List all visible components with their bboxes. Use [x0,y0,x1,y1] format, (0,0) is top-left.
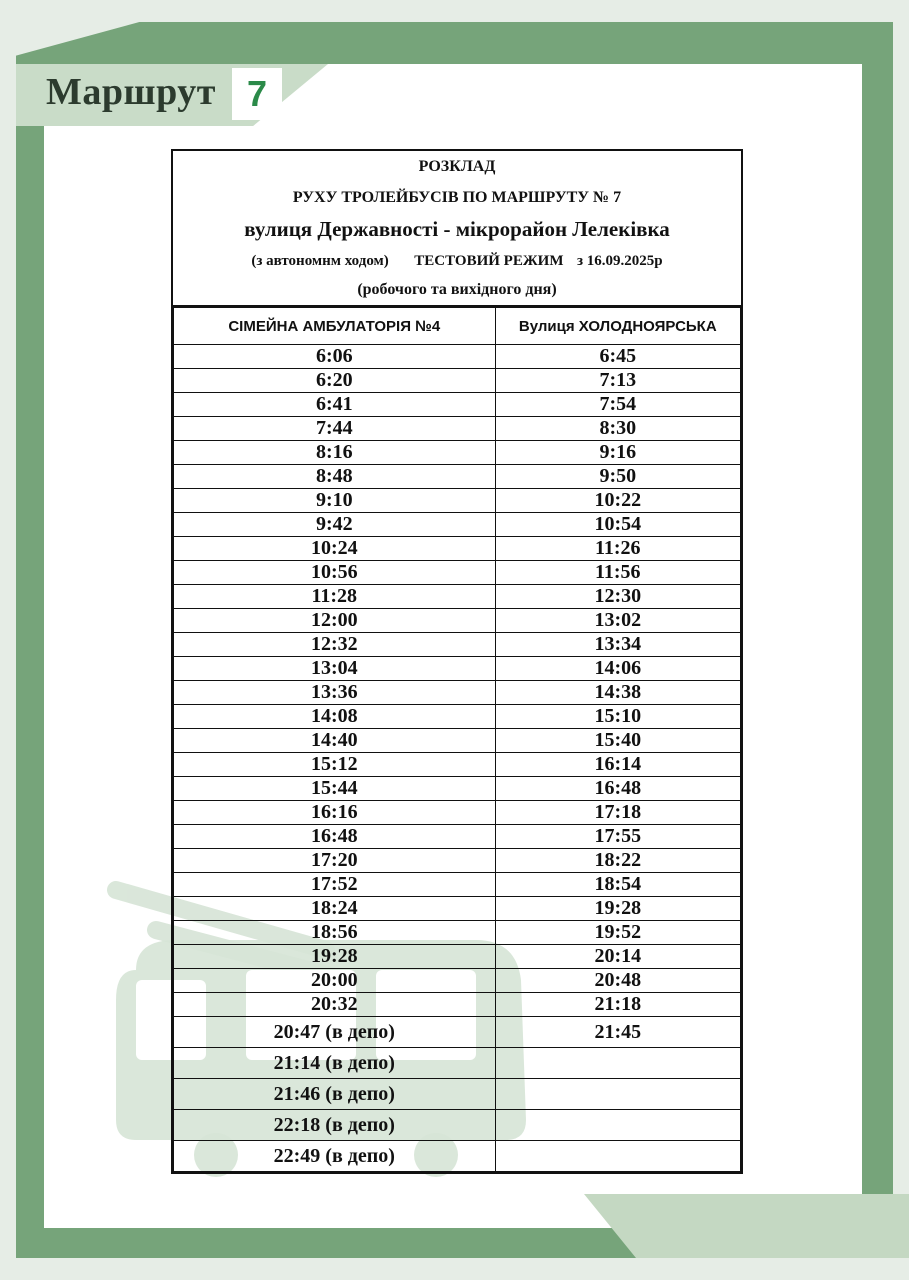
departure-time-stop-2: 11:26 [495,537,740,561]
departure-time-stop-2: 15:40 [495,729,740,753]
timetable-header-row [174,308,741,345]
departure-time-stop-1: 19:28 [174,945,496,969]
route-name: вулиця Державності - мікрорайон Лелеківка [244,217,670,241]
table-row [174,873,741,897]
departure-time-stop-1: 21:46 (в депо) [174,1079,496,1110]
route-number-badge: 7 [232,68,282,120]
table-row [174,921,741,945]
table-row [174,345,741,369]
departure-time-stop-2: 10:22 [495,489,740,513]
schedule-subheading: РУХУ ТРОЛЕЙБУСІВ ПО МАРШРУТУ № 7 [292,189,622,206]
table-row [174,825,741,849]
column-header-stop-1: СІМЕЙНА АМБУЛАТОРІЯ №4 [174,308,496,345]
table-row [174,561,741,585]
departure-time-stop-2: 14:38 [495,681,740,705]
schedule-header [173,151,741,307]
departure-time-stop-2: 7:13 [495,369,740,393]
table-row [174,393,741,417]
column-header-stop-2: Вулиця ХОЛОДНОЯРСЬКА [495,308,740,345]
departure-time-stop-1: 13:36 [174,681,496,705]
departure-time-stop-2: 16:14 [495,753,740,777]
page-title: Маршрут [46,71,216,113]
departure-time-stop-1: 20:32 [174,993,496,1017]
departure-time-stop-2: 13:02 [495,609,740,633]
table-row [174,897,741,921]
departure-time-stop-2: 20:48 [495,969,740,993]
departure-time-stop-1: 10:24 [174,537,496,561]
mode-note: (з автономнм ходом) [251,253,389,269]
departure-time-stop-1: 8:16 [174,441,496,465]
departure-time-stop-1: 6:06 [174,345,496,369]
table-row [174,369,741,393]
corner-decoration-top-left [0,0,220,60]
departure-time-stop-1: 18:24 [174,897,496,921]
departure-time-stop-2: 12:30 [495,585,740,609]
departure-time-stop-2: 17:18 [495,801,740,825]
departure-time-stop-2: 20:14 [495,945,740,969]
departure-time-stop-2: 21:18 [495,993,740,1017]
departure-time-stop-2: 19:28 [495,897,740,921]
departure-time-stop-1: 13:04 [174,657,496,681]
table-row [174,729,741,753]
departure-time-stop-2: 18:22 [495,849,740,873]
departure-time-stop-1: 17:20 [174,849,496,873]
table-row [174,969,741,993]
table-row [174,801,741,825]
departure-time-stop-1: 7:44 [174,417,496,441]
departure-time-stop-2: 9:50 [495,465,740,489]
departure-time-stop-2: 14:06 [495,657,740,681]
table-row [174,777,741,801]
departure-time-stop-2 [495,1141,740,1172]
departure-time-stop-1: 20:47 (в депо) [174,1017,496,1048]
departure-time-stop-2: 7:54 [495,393,740,417]
departure-time-stop-1: 12:00 [174,609,496,633]
table-row [174,633,741,657]
departure-time-stop-2 [495,1048,740,1079]
test-mode-label: ТЕСТОВИЙ РЕЖИМ [414,253,564,269]
departure-time-stop-1: 20:00 [174,969,496,993]
schedule-heading: РОЗКЛАД [418,158,496,175]
departure-time-stop-2: 18:54 [495,873,740,897]
departure-time-stop-2: 9:16 [495,441,740,465]
table-row [174,1079,741,1110]
table-row [174,945,741,969]
departure-time-stop-1: 14:08 [174,705,496,729]
departure-time-stop-2: 21:45 [495,1017,740,1048]
departure-time-stop-2: 15:10 [495,705,740,729]
departure-time-stop-1: 10:56 [174,561,496,585]
days-note: (робочого та вихідного дня) [357,281,557,298]
departure-time-stop-1: 17:52 [174,873,496,897]
timetable [173,307,741,1172]
table-row [174,657,741,681]
schedule-mode-line [173,246,741,276]
table-row [174,1048,741,1079]
departure-time-stop-2: 8:30 [495,417,740,441]
departure-time-stop-1: 16:16 [174,801,496,825]
departure-time-stop-1: 15:12 [174,753,496,777]
departure-time-stop-2: 13:34 [495,633,740,657]
schedule-sheet [171,149,743,1174]
effective-date: з 16.09.2025р [576,253,663,269]
departure-time-stop-2: 19:52 [495,921,740,945]
departure-time-stop-2: 6:45 [495,345,740,369]
departure-time-stop-2: 11:56 [495,561,740,585]
departure-time-stop-1: 11:28 [174,585,496,609]
table-row [174,537,741,561]
table-row [174,705,741,729]
departure-time-stop-1: 9:42 [174,513,496,537]
departure-time-stop-1: 15:44 [174,777,496,801]
table-row [174,849,741,873]
departure-time-stop-1: 18:56 [174,921,496,945]
departure-time-stop-1: 22:49 (в депо) [174,1141,496,1172]
table-row [174,513,741,537]
table-row [174,489,741,513]
departure-time-stop-1: 16:48 [174,825,496,849]
table-row [174,585,741,609]
table-row [174,465,741,489]
table-row [174,609,741,633]
departure-time-stop-1: 8:48 [174,465,496,489]
departure-time-stop-2: 16:48 [495,777,740,801]
departure-time-stop-1: 6:20 [174,369,496,393]
departure-time-stop-2: 10:54 [495,513,740,537]
table-row [174,1017,741,1048]
departure-time-stop-1: 21:14 (в депо) [174,1048,496,1079]
departure-time-stop-1: 9:10 [174,489,496,513]
departure-time-stop-1: 14:40 [174,729,496,753]
table-row [174,1110,741,1141]
corner-decoration-bottom-right [584,1194,909,1258]
departure-time-stop-2 [495,1079,740,1110]
departure-time-stop-1: 6:41 [174,393,496,417]
departure-time-stop-1: 22:18 (в депо) [174,1110,496,1141]
departure-time-stop-2 [495,1110,740,1141]
departure-time-stop-2: 17:55 [495,825,740,849]
departure-time-stop-1: 12:32 [174,633,496,657]
table-row [174,417,741,441]
table-row [174,993,741,1017]
table-row [174,441,741,465]
table-row [174,681,741,705]
table-row [174,1141,741,1172]
table-row [174,753,741,777]
